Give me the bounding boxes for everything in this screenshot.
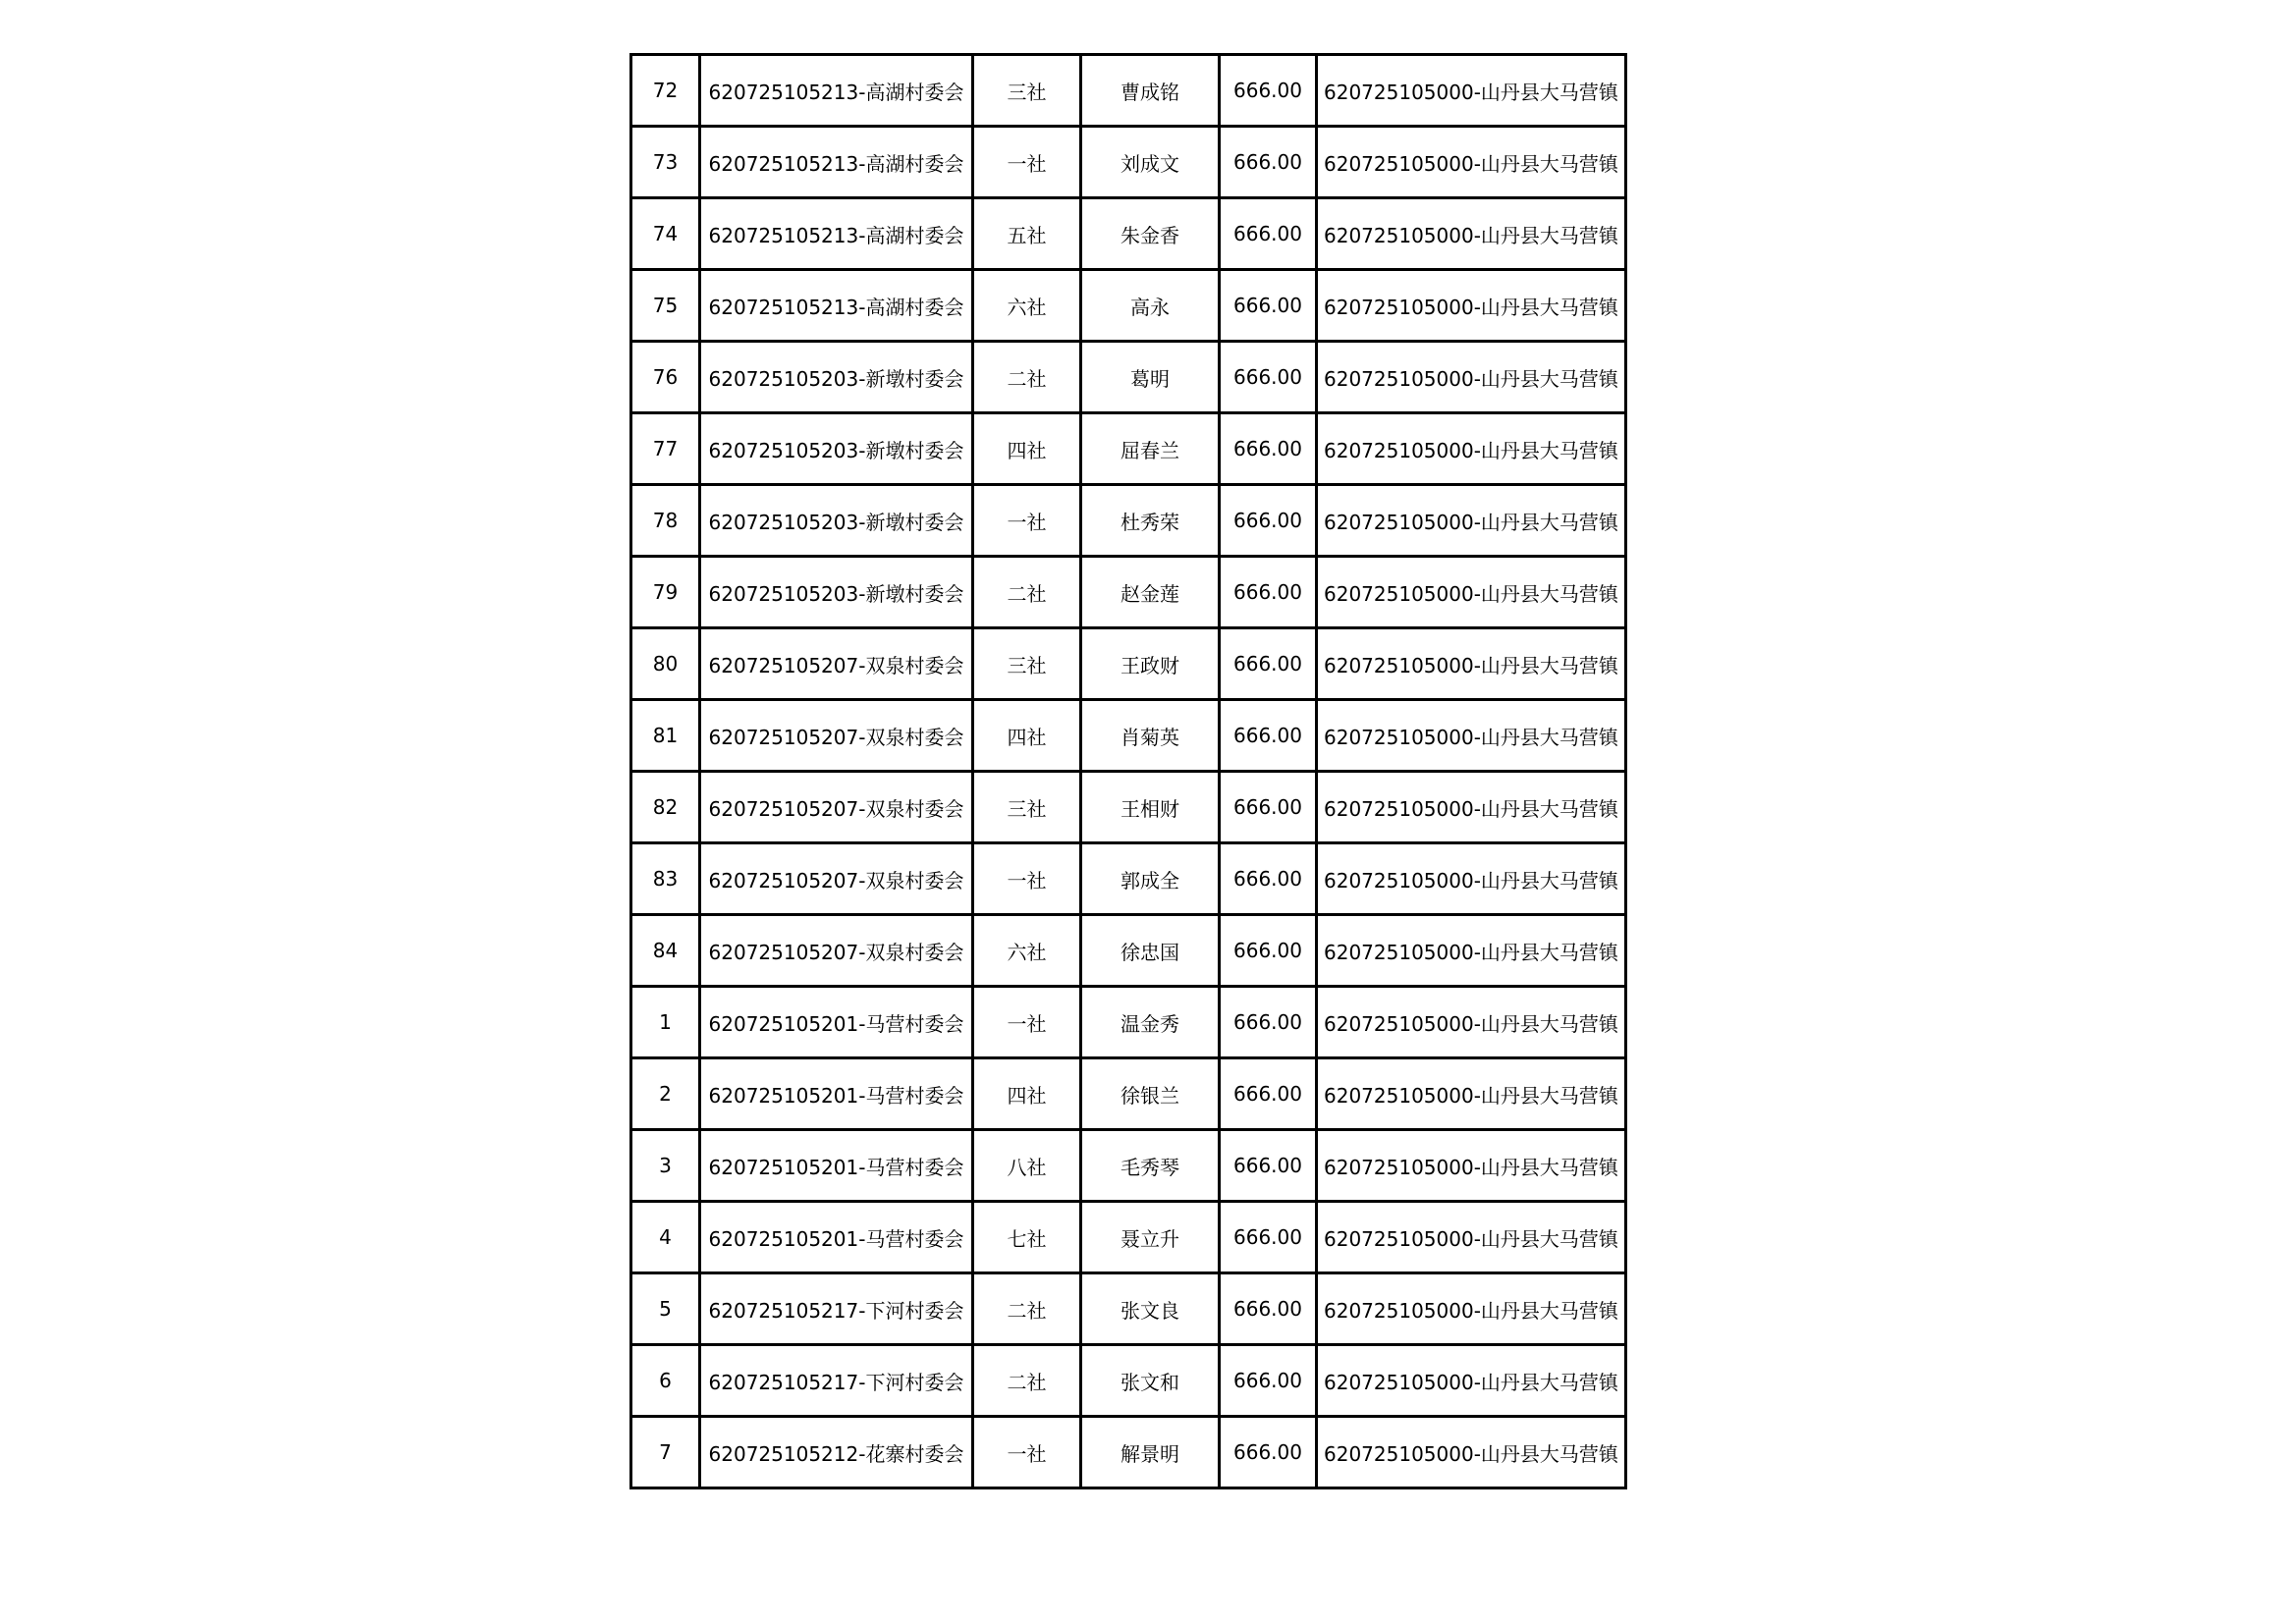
village-committee-cell: 620725105201-马营村委会 <box>700 987 973 1058</box>
table-row <box>631 987 1626 1058</box>
row-number-cell: 76 <box>631 342 700 413</box>
person-name-cell: 葛明 <box>1081 342 1220 413</box>
person-name-cell: 赵金莲 <box>1081 557 1220 628</box>
person-name-cell: 毛秀琴 <box>1081 1130 1220 1202</box>
row-number-cell: 74 <box>631 198 700 270</box>
amount-cell: 666.00 <box>1220 772 1317 843</box>
amount-cell: 666.00 <box>1220 557 1317 628</box>
person-name-cell: 张文和 <box>1081 1345 1220 1417</box>
person-name-cell: 朱金香 <box>1081 198 1220 270</box>
row-number-cell: 1 <box>631 987 700 1058</box>
amount-cell: 666.00 <box>1220 413 1317 485</box>
village-committee-cell: 620725105201-马营村委会 <box>700 1058 973 1130</box>
table-row <box>631 1273 1626 1345</box>
group-cell: 一社 <box>973 127 1081 198</box>
table-row <box>631 628 1626 700</box>
town-cell: 620725105000-山丹县大马营镇 <box>1317 342 1626 413</box>
table-row <box>631 270 1626 342</box>
village-committee-cell: 620725105201-马营村委会 <box>700 1202 973 1273</box>
person-name-cell: 徐银兰 <box>1081 1058 1220 1130</box>
group-cell: 六社 <box>973 915 1081 987</box>
group-cell: 一社 <box>973 987 1081 1058</box>
group-cell: 二社 <box>973 342 1081 413</box>
row-number-cell: 79 <box>631 557 700 628</box>
row-number-cell: 78 <box>631 485 700 557</box>
table-row <box>631 413 1626 485</box>
village-committee-cell: 620725105207-双泉村委会 <box>700 915 973 987</box>
village-committee-cell: 620725105201-马营村委会 <box>700 1130 973 1202</box>
group-cell: 七社 <box>973 1202 1081 1273</box>
village-committee-cell: 620725105207-双泉村委会 <box>700 628 973 700</box>
village-committee-cell: 620725105212-花寨村委会 <box>700 1417 973 1488</box>
amount-cell: 666.00 <box>1220 987 1317 1058</box>
row-number-cell: 84 <box>631 915 700 987</box>
row-number-cell: 83 <box>631 843 700 915</box>
row-number-cell: 82 <box>631 772 700 843</box>
village-committee-cell: 620725105203-新墩村委会 <box>700 413 973 485</box>
table-row <box>631 772 1626 843</box>
group-cell: 一社 <box>973 843 1081 915</box>
amount-cell: 666.00 <box>1220 1273 1317 1345</box>
amount-cell: 666.00 <box>1220 55 1317 127</box>
group-cell: 一社 <box>973 1417 1081 1488</box>
town-cell: 620725105000-山丹县大马营镇 <box>1317 55 1626 127</box>
town-cell: 620725105000-山丹县大马营镇 <box>1317 700 1626 772</box>
town-cell: 620725105000-山丹县大马营镇 <box>1317 127 1626 198</box>
town-cell: 620725105000-山丹县大马营镇 <box>1317 1345 1626 1417</box>
person-name-cell: 杜秀荣 <box>1081 485 1220 557</box>
row-number-cell: 72 <box>631 55 700 127</box>
group-cell: 三社 <box>973 628 1081 700</box>
town-cell: 620725105000-山丹县大马营镇 <box>1317 843 1626 915</box>
village-committee-cell: 620725105213-高湖村委会 <box>700 127 973 198</box>
person-name-cell: 王相财 <box>1081 772 1220 843</box>
amount-cell: 666.00 <box>1220 1130 1317 1202</box>
table-row <box>631 342 1626 413</box>
row-number-cell: 5 <box>631 1273 700 1345</box>
group-cell: 三社 <box>973 55 1081 127</box>
table-row <box>631 1058 1626 1130</box>
amount-cell: 666.00 <box>1220 700 1317 772</box>
person-name-cell: 王政财 <box>1081 628 1220 700</box>
table-row <box>631 1417 1626 1488</box>
amount-cell: 666.00 <box>1220 843 1317 915</box>
village-committee-cell: 620725105207-双泉村委会 <box>700 700 973 772</box>
group-cell: 六社 <box>973 270 1081 342</box>
town-cell: 620725105000-山丹县大马营镇 <box>1317 628 1626 700</box>
person-name-cell: 屈春兰 <box>1081 413 1220 485</box>
person-name-cell: 张文良 <box>1081 1273 1220 1345</box>
amount-cell: 666.00 <box>1220 127 1317 198</box>
row-number-cell: 80 <box>631 628 700 700</box>
amount-cell: 666.00 <box>1220 628 1317 700</box>
amount-cell: 666.00 <box>1220 485 1317 557</box>
amount-cell: 666.00 <box>1220 270 1317 342</box>
amount-cell: 666.00 <box>1220 1202 1317 1273</box>
table-row <box>631 1202 1626 1273</box>
town-cell: 620725105000-山丹县大马营镇 <box>1317 772 1626 843</box>
amount-cell: 666.00 <box>1220 1345 1317 1417</box>
amount-cell: 666.00 <box>1220 915 1317 987</box>
table-body <box>631 55 1626 1488</box>
row-number-cell: 4 <box>631 1202 700 1273</box>
village-committee-cell: 620725105207-双泉村委会 <box>700 772 973 843</box>
village-committee-cell: 620725105213-高湖村委会 <box>700 270 973 342</box>
row-number-cell: 6 <box>631 1345 700 1417</box>
group-cell: 一社 <box>973 485 1081 557</box>
group-cell: 四社 <box>973 1058 1081 1130</box>
person-name-cell: 肖菊英 <box>1081 700 1220 772</box>
town-cell: 620725105000-山丹县大马营镇 <box>1317 198 1626 270</box>
town-cell: 620725105000-山丹县大马营镇 <box>1317 1130 1626 1202</box>
person-name-cell: 高永 <box>1081 270 1220 342</box>
table-row <box>631 843 1626 915</box>
village-committee-cell: 620725105213-高湖村委会 <box>700 55 973 127</box>
town-cell: 620725105000-山丹县大马营镇 <box>1317 1273 1626 1345</box>
village-committee-cell: 620725105203-新墩村委会 <box>700 557 973 628</box>
group-cell: 二社 <box>973 1345 1081 1417</box>
row-number-cell: 73 <box>631 127 700 198</box>
group-cell: 八社 <box>973 1130 1081 1202</box>
table-row <box>631 127 1626 198</box>
town-cell: 620725105000-山丹县大马营镇 <box>1317 1058 1626 1130</box>
person-name-cell: 徐忠国 <box>1081 915 1220 987</box>
row-number-cell: 77 <box>631 413 700 485</box>
town-cell: 620725105000-山丹县大马营镇 <box>1317 987 1626 1058</box>
table-row <box>631 700 1626 772</box>
row-number-cell: 7 <box>631 1417 700 1488</box>
table-row <box>631 198 1626 270</box>
table-row <box>631 485 1626 557</box>
table-row <box>631 915 1626 987</box>
group-cell: 五社 <box>973 198 1081 270</box>
person-name-cell: 聂立升 <box>1081 1202 1220 1273</box>
row-number-cell: 2 <box>631 1058 700 1130</box>
town-cell: 620725105000-山丹县大马营镇 <box>1317 270 1626 342</box>
amount-cell: 666.00 <box>1220 1417 1317 1488</box>
group-cell: 四社 <box>973 413 1081 485</box>
village-committee-cell: 620725105203-新墩村委会 <box>700 342 973 413</box>
person-name-cell: 温金秀 <box>1081 987 1220 1058</box>
group-cell: 三社 <box>973 772 1081 843</box>
person-name-cell: 郭成全 <box>1081 843 1220 915</box>
row-number-cell: 75 <box>631 270 700 342</box>
group-cell: 二社 <box>973 1273 1081 1345</box>
town-cell: 620725105000-山丹县大马营镇 <box>1317 413 1626 485</box>
data-table <box>629 53 1627 1489</box>
village-committee-cell: 620725105217-下河村委会 <box>700 1345 973 1417</box>
table-row <box>631 55 1626 127</box>
person-name-cell: 曹成铭 <box>1081 55 1220 127</box>
table-row <box>631 1130 1626 1202</box>
person-name-cell: 解景明 <box>1081 1417 1220 1488</box>
village-committee-cell: 620725105217-下河村委会 <box>700 1273 973 1345</box>
town-cell: 620725105000-山丹县大马营镇 <box>1317 557 1626 628</box>
village-committee-cell: 620725105203-新墩村委会 <box>700 485 973 557</box>
row-number-cell: 81 <box>631 700 700 772</box>
village-committee-cell: 620725105213-高湖村委会 <box>700 198 973 270</box>
amount-cell: 666.00 <box>1220 1058 1317 1130</box>
village-committee-cell: 620725105207-双泉村委会 <box>700 843 973 915</box>
amount-cell: 666.00 <box>1220 198 1317 270</box>
town-cell: 620725105000-山丹县大马营镇 <box>1317 485 1626 557</box>
amount-cell: 666.00 <box>1220 342 1317 413</box>
town-cell: 620725105000-山丹县大马营镇 <box>1317 915 1626 987</box>
table-row <box>631 557 1626 628</box>
person-name-cell: 刘成文 <box>1081 127 1220 198</box>
town-cell: 620725105000-山丹县大马营镇 <box>1317 1202 1626 1273</box>
table-row <box>631 1345 1626 1417</box>
group-cell: 四社 <box>973 700 1081 772</box>
row-number-cell: 3 <box>631 1130 700 1202</box>
town-cell: 620725105000-山丹县大马营镇 <box>1317 1417 1626 1488</box>
group-cell: 二社 <box>973 557 1081 628</box>
